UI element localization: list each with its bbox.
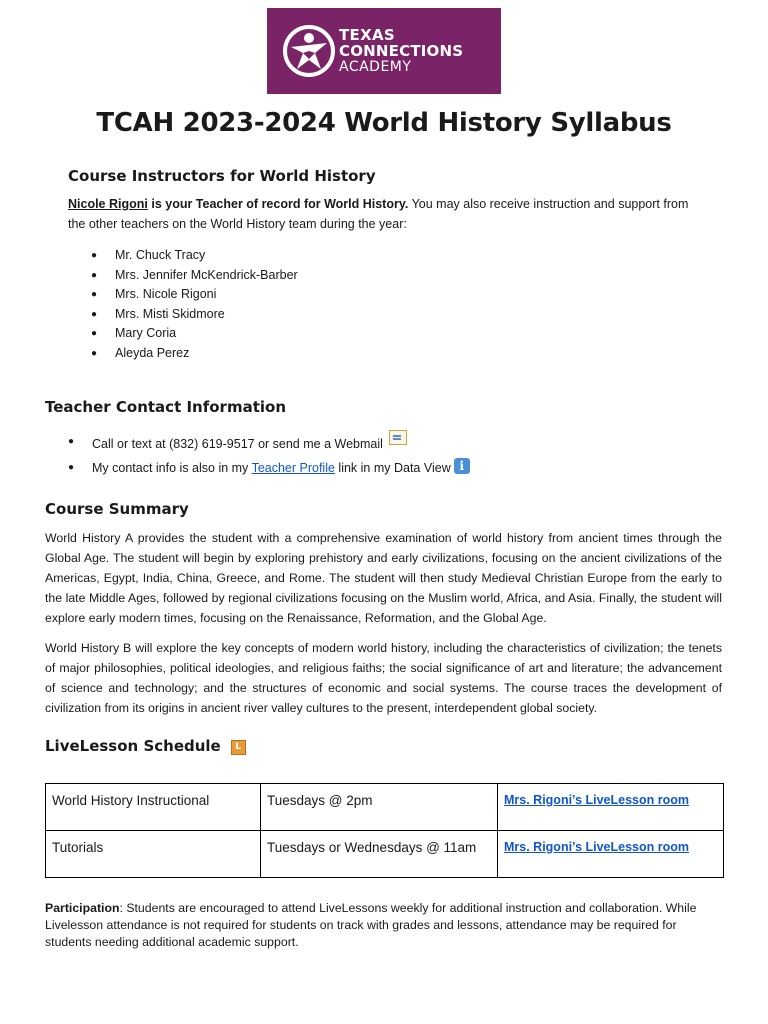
- table-row: [46, 831, 724, 878]
- logo-line-3: ACADEMY: [339, 59, 412, 75]
- livelesson-icon: L: [231, 740, 246, 755]
- summary-heading: Course Summary: [45, 500, 189, 518]
- schedule-heading-text: LiveLesson Schedule: [45, 737, 221, 755]
- list-item: ● Mrs. Jennifer McKendrick-Barber: [91, 266, 298, 286]
- participation-note: [45, 900, 725, 951]
- instructors-intro-rest: You may also receive instruction and support from the other teachers on the World History team during the year:: [68, 197, 689, 231]
- contact-phone-text: Call or text at (832) 619-9517 or send me a Webmail: [92, 437, 383, 451]
- teacher-name: Nicole Rigoni: [68, 197, 148, 211]
- session-cell: World History Instructional: [46, 784, 261, 831]
- contact-heading: Teacher Contact Information: [45, 398, 287, 416]
- logo-wordmark: [339, 27, 463, 75]
- schedule-heading: [45, 737, 246, 755]
- contact-profile-pre: My contact info is also in my: [92, 461, 252, 475]
- list-item: [68, 430, 470, 457]
- participation-label: Participation: [45, 901, 120, 915]
- instructors-heading: Course Instructors for World History: [68, 167, 376, 185]
- list-item: ● Mrs. Misti Skidmore: [91, 305, 298, 325]
- page-title: TCAH 2023-2024 World History Syllabus: [96, 108, 672, 138]
- webmail-icon[interactable]: [389, 430, 407, 445]
- room-cell: [498, 784, 724, 831]
- list-item: [68, 457, 470, 477]
- logo-line-2: CONNECTIONS: [339, 42, 464, 60]
- instructors-intro: [68, 194, 708, 234]
- list-item: ● Mary Coria: [91, 324, 298, 344]
- time-cell: Tuesdays or Wednesdays @ 11am: [261, 831, 498, 878]
- academy-emblem-icon: [281, 23, 337, 79]
- summary-paragraph-a: World History A provides the student with a comprehensive examination of world history from ancient times through the Global Age. The student will begin by exploring prehistory and early civilizations, focusing on the ancient civilizations of the Americas, Egypt, India, China, Greece, and Rome. The student will then study Medieval Christian Europe from the early to the late Middle Ages, followed by regional civilizations focusing on the Muslim world, Africa, and Asia. Finally, the student will explore early modern times, focusing on the Renaissance, Reformation, and the Global Age.: [45, 531, 722, 625]
- list-item: ● Mr. Chuck Tracy: [91, 246, 298, 266]
- list-item: ● Mrs. Nicole Rigoni: [91, 285, 298, 305]
- room-cell: [498, 831, 724, 878]
- livelesson-room-link[interactable]: Mrs. Rigoni’s LiveLesson room: [504, 793, 689, 807]
- contact-profile-post: link in my Data View: [334, 461, 451, 475]
- participation-text: : Students are encouraged to attend LiveLessons weekly for additional instruction and collaboration. While Livelesson attendance is not required for students on track with grades and lessons, attendance may be required for students needing additional academic support.: [45, 901, 697, 949]
- list-item: ● Aleyda Perez: [91, 344, 298, 364]
- school-logo: [267, 8, 501, 94]
- contact-list: [68, 430, 470, 477]
- schedule-table: [45, 783, 724, 878]
- session-cell: Tutorials: [46, 831, 261, 878]
- summary-paragraph-b: World History B will explore the key concepts of modern world history, including the characteristics of civilization; the tenets of major philosophies, political ideologies, and religious faiths; the social significance of art and literature; the advancement of science and technology; and the structures of economic and social systems. The course traces the development of civilization from its origins in ancient river valley cultures to the present, interdependent global society.: [45, 641, 722, 715]
- teacher-profile-link[interactable]: Teacher Profile: [251, 461, 335, 475]
- instructor-list: [91, 246, 298, 363]
- livelesson-room-link[interactable]: Mrs. Rigoni’s LiveLesson room: [504, 840, 689, 854]
- table-row: [46, 784, 724, 831]
- teacher-role: is your Teacher of record for World History.: [147, 197, 409, 211]
- info-icon[interactable]: i: [454, 458, 470, 474]
- logo-line-1: TEXAS: [339, 26, 395, 44]
- time-cell: Tuesdays @ 2pm: [261, 784, 498, 831]
